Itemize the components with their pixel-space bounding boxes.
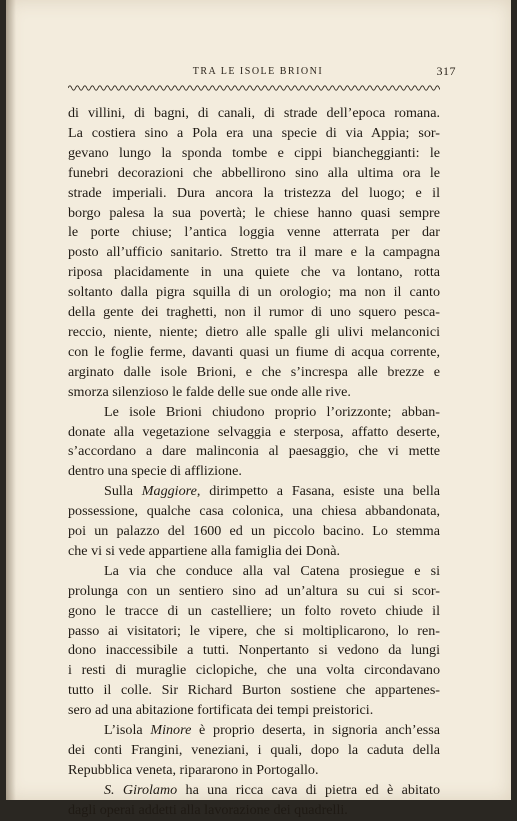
text-line: reccio, niente, niente; dietro alle spalle gli ulivi melanconici <box>68 323 440 340</box>
text-line: S. Girolamo ha una ricca cava di pietra ed è abitato <box>104 781 440 798</box>
text-line: riposa placidamente in una quiete che va lontano, rotta <box>68 264 440 281</box>
text-line: strade imperiali. Dura ancora la tristezza del luogo; e il <box>68 184 440 201</box>
text-line: posto all’ufficio sanitario. Stretto tra il mare e la campagna <box>68 244 440 261</box>
text-line: di villini, di bagni, di canali, di strade dell’epoca romana. <box>68 105 440 121</box>
text-line: della gente dei traghetti, non il rumor di uno squero pesca- <box>68 304 440 321</box>
running-title: TRA LE ISOLE BRIONI <box>192 66 324 77</box>
text-line: Repubblica veneta, ripararono in Portogallo. <box>68 761 319 778</box>
text-line: che vi si vede appartiene alla famiglia dei Donà. <box>68 542 340 559</box>
text-line: dentro una specie di afflizione. <box>68 463 242 480</box>
body-text <box>68 104 440 821</box>
text-line: con le foglie ferme, davanti quasi un fiume di acqua corrente, <box>68 343 440 360</box>
spine-shadow <box>6 0 16 800</box>
text-line: L’isola Minore è proprio deserta, in signoria anch’essa <box>104 722 440 739</box>
text-line: Le isole Brioni chiudono proprio l’orizzonte; abban- <box>104 403 440 420</box>
text-line: gono le tracce di un castelliere; un folto roveto chiude il <box>68 602 440 619</box>
text-line: arginato dalle isole Brioni, e che s’increspa alle brezze e <box>68 363 440 380</box>
text-line: le porte chiuse; l’antica loggia venne atterrata per dar <box>68 224 440 241</box>
text-line: s’accordano a dare malinconia al paesaggio, che vi mette <box>68 443 440 460</box>
text-line: gevano lungo la sponda tombe e cippi biancheggianti: le <box>68 144 440 161</box>
book-page <box>6 0 511 818</box>
italic-name: Minore <box>150 722 192 739</box>
running-head <box>68 64 456 80</box>
text-line: tutto il colle. Sir Richard Burton sostiene che appartenes- <box>68 682 440 699</box>
text-line: La costiera sino a Pola era una specie di via Appia; sor- <box>68 124 440 141</box>
text-line: donate alla vegetazione selvaggia e sterposa, affatto deserte, <box>68 423 440 440</box>
text-line: borgo palesa la sua povertà; le chiese hanno quasi sempre <box>68 204 440 221</box>
text-line: i resti di muraglie ciclopiche, che una volta circondavano <box>68 662 440 679</box>
text-line: passo ai visitatori; le vipere, che si moltiplicarono, lo ren- <box>68 622 440 639</box>
text-line: poi un palazzo del 1600 ed un piccolo bacino. Lo stemma <box>68 523 440 540</box>
text-line: funebri decorazioni che abbellirono sino alla ultima ora le <box>68 164 440 181</box>
text-line: dei conti Frangini, veneziani, i quali, dopo la caduta della <box>68 742 440 758</box>
text-line: prolunga con un sentiero sino ad un’altura su cui si scor- <box>68 582 440 599</box>
text-line: possessione, qualche casa colonica, una chiesa abbandonata, <box>68 503 440 520</box>
italic-name: Maggiore <box>141 483 197 500</box>
text-line: La via che conduce alla val Catena prosiegue e si <box>104 562 440 579</box>
text-line: sero ad una abitazione fortificata dei tempi preistorici. <box>68 702 374 719</box>
text-line: smorza silenzioso le falde delle sue onde alle rive. <box>68 383 351 400</box>
text-line: dono inaccessibile a tutti. Nonpertanto si vedono da lungi <box>68 642 440 659</box>
italic-name: S. Girolamo <box>104 781 178 798</box>
wavy-rule-ornament <box>68 82 440 94</box>
text-line: dagli operai addetti alla lavorazione dei quadrelli. <box>68 801 348 818</box>
text-line: Sulla Maggiore, dirimpetto a Fasana, esiste una bella <box>104 483 440 500</box>
page-number: 317 <box>436 64 456 78</box>
text-line: soltanto dalla pigra squilla di un orologio; ma non il canto <box>68 284 440 301</box>
